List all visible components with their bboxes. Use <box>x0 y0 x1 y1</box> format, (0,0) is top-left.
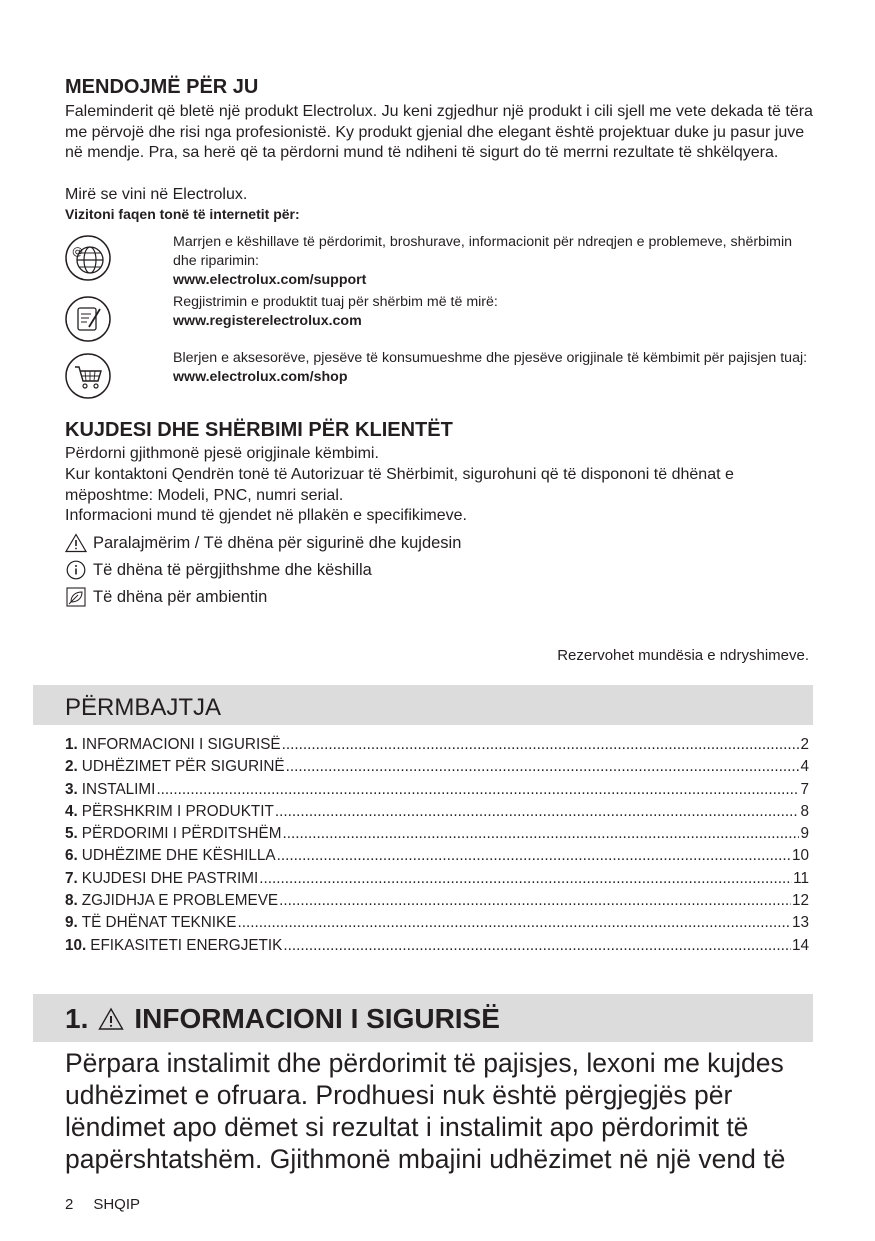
toc-leader <box>286 758 800 776</box>
care-line-3: Informacioni mund të gjendet në pllakën e specifikimeve. <box>65 507 467 524</box>
toc-leader <box>277 847 791 865</box>
leaf-icon <box>65 587 87 607</box>
section-1-title <box>65 1003 500 1035</box>
svg-text:@: @ <box>72 245 83 258</box>
toc-page: 10 <box>791 847 809 865</box>
care-line-2: Kur kontaktoni Qendrën tonë të Autorizuar të Shërbimit, sigurohuni që të dispononi të dhënat e mëposhtme: Modeli, PNC, numri serial. <box>65 466 734 504</box>
toc-num: 9. <box>65 914 78 932</box>
shopping-cart-icon <box>64 352 112 400</box>
legend-info <box>65 560 372 580</box>
care-line-1: Përdorni gjithmonë pjesë origjinale këmbimi. <box>65 445 379 462</box>
toc-num: 1. <box>65 736 78 753</box>
section-1-title-text: INFORMACIONI I SIGURISË <box>134 1003 500 1034</box>
page-number: 2 <box>65 1196 74 1213</box>
toc-page: 7 <box>800 780 809 798</box>
visit-heading: Vizitoni faqen tonë të internetit për: <box>65 206 300 222</box>
toc-row[interactable] <box>65 937 809 959</box>
toc-page: 4 <box>800 758 809 776</box>
toc-leader <box>275 803 800 821</box>
toc-row[interactable] <box>65 847 809 869</box>
support-link[interactable]: www.electrolux.com/support <box>173 272 367 288</box>
toc-page: 12 <box>791 892 809 910</box>
toc-entry-title: UDHËZIMET PËR SIGURINË <box>81 758 285 776</box>
toc-num: 2. <box>65 758 78 776</box>
toc-num: 10. <box>65 936 87 954</box>
toc-leader <box>156 781 799 799</box>
web-item-shop <box>173 349 813 387</box>
toc-page: 13 <box>791 914 809 932</box>
toc-row[interactable] <box>65 825 809 847</box>
toc-entry-title: EFIKASITETI ENERGJETIK <box>90 936 283 954</box>
toc-title: PËRMBAJTJA <box>65 694 222 721</box>
info-icon <box>65 560 87 580</box>
toc-row[interactable] <box>65 736 809 758</box>
toc-leader <box>283 937 791 955</box>
web-item-register <box>173 293 813 331</box>
warning-icon <box>98 1007 124 1031</box>
toc-page: 9 <box>800 825 809 843</box>
toc-entry-title: PËRDORIMI I PËRDITSHËM <box>81 825 282 843</box>
globe-icon <box>64 234 112 282</box>
toc-page: 11 <box>793 869 809 887</box>
legend-environment <box>65 587 267 607</box>
table-of-contents <box>65 736 809 959</box>
toc-entry-title: ZGJIDHJA E PROBLEMEVE <box>81 892 279 910</box>
toc-num: 3. <box>65 780 78 798</box>
thinking-heading: MENDOJMË PËR JU <box>65 76 259 98</box>
toc-leader <box>259 870 792 888</box>
toc-entry-title: PËRSHKRIM I PRODUKTIT <box>81 802 274 820</box>
warning-icon <box>65 533 87 553</box>
toc-row[interactable] <box>65 870 809 892</box>
toc-row[interactable] <box>65 781 809 803</box>
legend-info-label: Të dhëna të përgjithshme dhe këshilla <box>93 560 372 579</box>
web-item-register-text: Regjistrimin e produktit tuaj për shërbim më të mirë: <box>173 294 498 310</box>
toc-header-bar <box>33 685 813 725</box>
web-item-support <box>173 233 813 290</box>
reserved-note: Rezervohet mundësia e ndryshimeve. <box>557 647 809 664</box>
web-item-shop-text: Blerjen e aksesorëve, pjesëve të konsumueshme dhe pjesëve origjinale të këmbimit për pajisjen tuaj: <box>173 350 808 366</box>
legend-environment-label: Të dhëna për ambientin <box>93 587 268 606</box>
toc-entry-title: TË DHËNAT TEKNIKE <box>81 914 237 932</box>
toc-page: 8 <box>800 802 809 820</box>
toc-row[interactable] <box>65 803 809 825</box>
section-1-header <box>33 994 813 1042</box>
section-1-number: 1. <box>65 1003 89 1034</box>
toc-leader <box>237 914 791 932</box>
toc-row[interactable] <box>65 758 809 780</box>
toc-entry-title: KUJDESI DHE PASTRIMI <box>81 869 259 887</box>
toc-page: 2 <box>800 736 809 753</box>
footer-language: SHQIP <box>93 1196 141 1213</box>
care-heading: KUJDESI DHE SHËRBIMI PËR KLIENTËT <box>65 419 453 441</box>
toc-num: 4. <box>65 802 78 820</box>
toc-page: 14 <box>791 936 809 954</box>
web-item-support-text: Marrjen e këshillave të përdorimit, broshurave, informacionit për ndreqjen e problemeve, shërbimin dhe riparimin: <box>173 234 793 269</box>
toc-entry-title: INFORMACIONI I SIGURISË <box>81 736 281 753</box>
toc-entry-title: UDHËZIME DHE KËSHILLA <box>81 847 276 865</box>
toc-num: 8. <box>65 892 78 910</box>
toc-num: 7. <box>65 869 78 887</box>
toc-row[interactable] <box>65 914 809 936</box>
toc-leader <box>279 892 791 910</box>
registration-note-icon <box>64 295 112 343</box>
toc-leader <box>283 825 800 843</box>
register-link[interactable]: www.registerelectrolux.com <box>173 313 362 329</box>
page-footer <box>65 1196 140 1213</box>
intro-paragraph: Faleminderit që bletë një produkt Electrolux. Ju keni zgjedhur një produkt i cili sjell me vete dekada të tëra me përvojë dhe risi nga profesionistë. Ky produkt gjenial dhe elegant është projektuar duke ju pasur juve në mendje. Pra, sa herë që ta përdorni mund të ndiheni të sigurt do të merrni rezultate të shkëlqyera. <box>65 103 813 161</box>
legend-warning <box>65 533 461 553</box>
toc-entry-title: INSTALIMI <box>81 780 156 798</box>
welcome-line: Mirë se vini në Electrolux. <box>65 186 248 203</box>
toc-num: 6. <box>65 847 78 865</box>
toc-leader <box>282 736 800 754</box>
toc-num: 5. <box>65 825 78 843</box>
legend-warning-label: Paralajmërim / Të dhëna për sigurinë dhe kujdesin <box>93 533 462 552</box>
section-1-body: Përpara instalimit dhe përdorimit të pajisjes, lexoni me kujdes udhëzimet e ofruara. Prodhuesi nuk është përgjegjës për lëndimet apo dëmet si rezultat i instalimit apo përdorimit të papërshtatshëm. Gjithmonë mbajini udhëzimet në një vend të <box>65 1048 786 1174</box>
toc-row[interactable] <box>65 892 809 914</box>
shop-link[interactable]: www.electrolux.com/shop <box>173 369 348 385</box>
